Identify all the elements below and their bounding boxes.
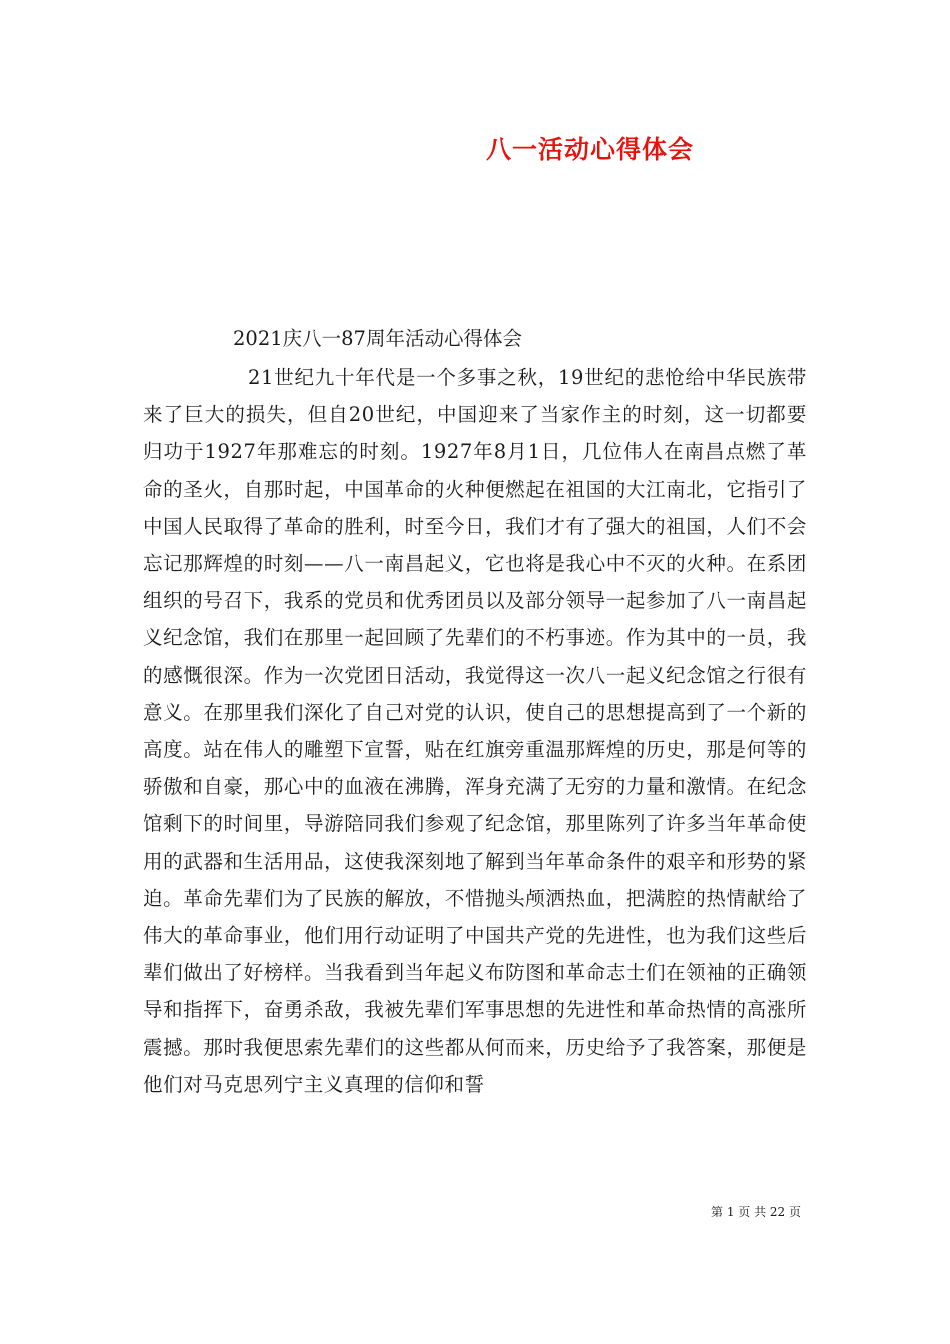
page-title: 八一活动心得体会 <box>485 135 694 164</box>
body-paragraph: 21世纪九十年代是一个多事之秋，19世纪的悲怆给中华民族带来了巨大的损失，但自20世纪，中国迎来了当家作主的时刻，这一切都要归功于1927年那难忘的时刻。1927年8月1日，几位伟人在南昌点燃了革命的圣火，自那时起，中国革命的火种便燃起在祖国的大江南北，它指引了中国人民取得了革命的胜利，时至今日，我们才有了强大的祖国，人们不会忘记那辉煌的时刻——八一南昌起义，它也将是我心中不灭的火种。在系团组织的号召下，我系的党员和优秀团员以及部分领导一起参加了八一南昌起义纪念馆，我们在那里一起回顾了先辈们的不朽事迹。作为其中的一员，我的感慨很深。作为一次党团日活动，我觉得这一次八一起义纪念馆之行很有意义。在那里我们深化了自己对党的认识，使自己的思想提高到了一个新的高度。站在伟人的雕塑下宣誓，贴在红旗旁重温那辉煌的历史，那是何等的骄傲和自豪，那心中的血液在沸腾，浑身充满了无穷的力量和激情。在纪念馆剩下的时间里，导游陪同我们参观了纪念馆，那里陈列了许多当年革命使用的武器和生活用品，这使我深刻地了解到当年革命条件的艰辛和形势的紧迫。革命先辈们为了民族的解放，不惜抛头颅洒热血，把满腔的热情献给了伟大的革命事业，他们用行动证明了中国共产党的先进性，也为我们这些后辈们做出了好榜样。当我看到当年起义布防图和革命志士们在领袖的正确领导和指挥下，奋勇杀敌，我被先辈们军事思想的先进性和革命热情的高涨所震撼。那时我便思索先辈们的这些都从何而来，历史给予了我答案，那便是他们对马克思列宁主义真理的信仰和誓 <box>143 366 807 1096</box>
document-subtitle: 2021庆八一87周年活动心得体会 <box>233 327 522 350</box>
page-number: 第 1 页 共 22 页 <box>711 1205 801 1219</box>
